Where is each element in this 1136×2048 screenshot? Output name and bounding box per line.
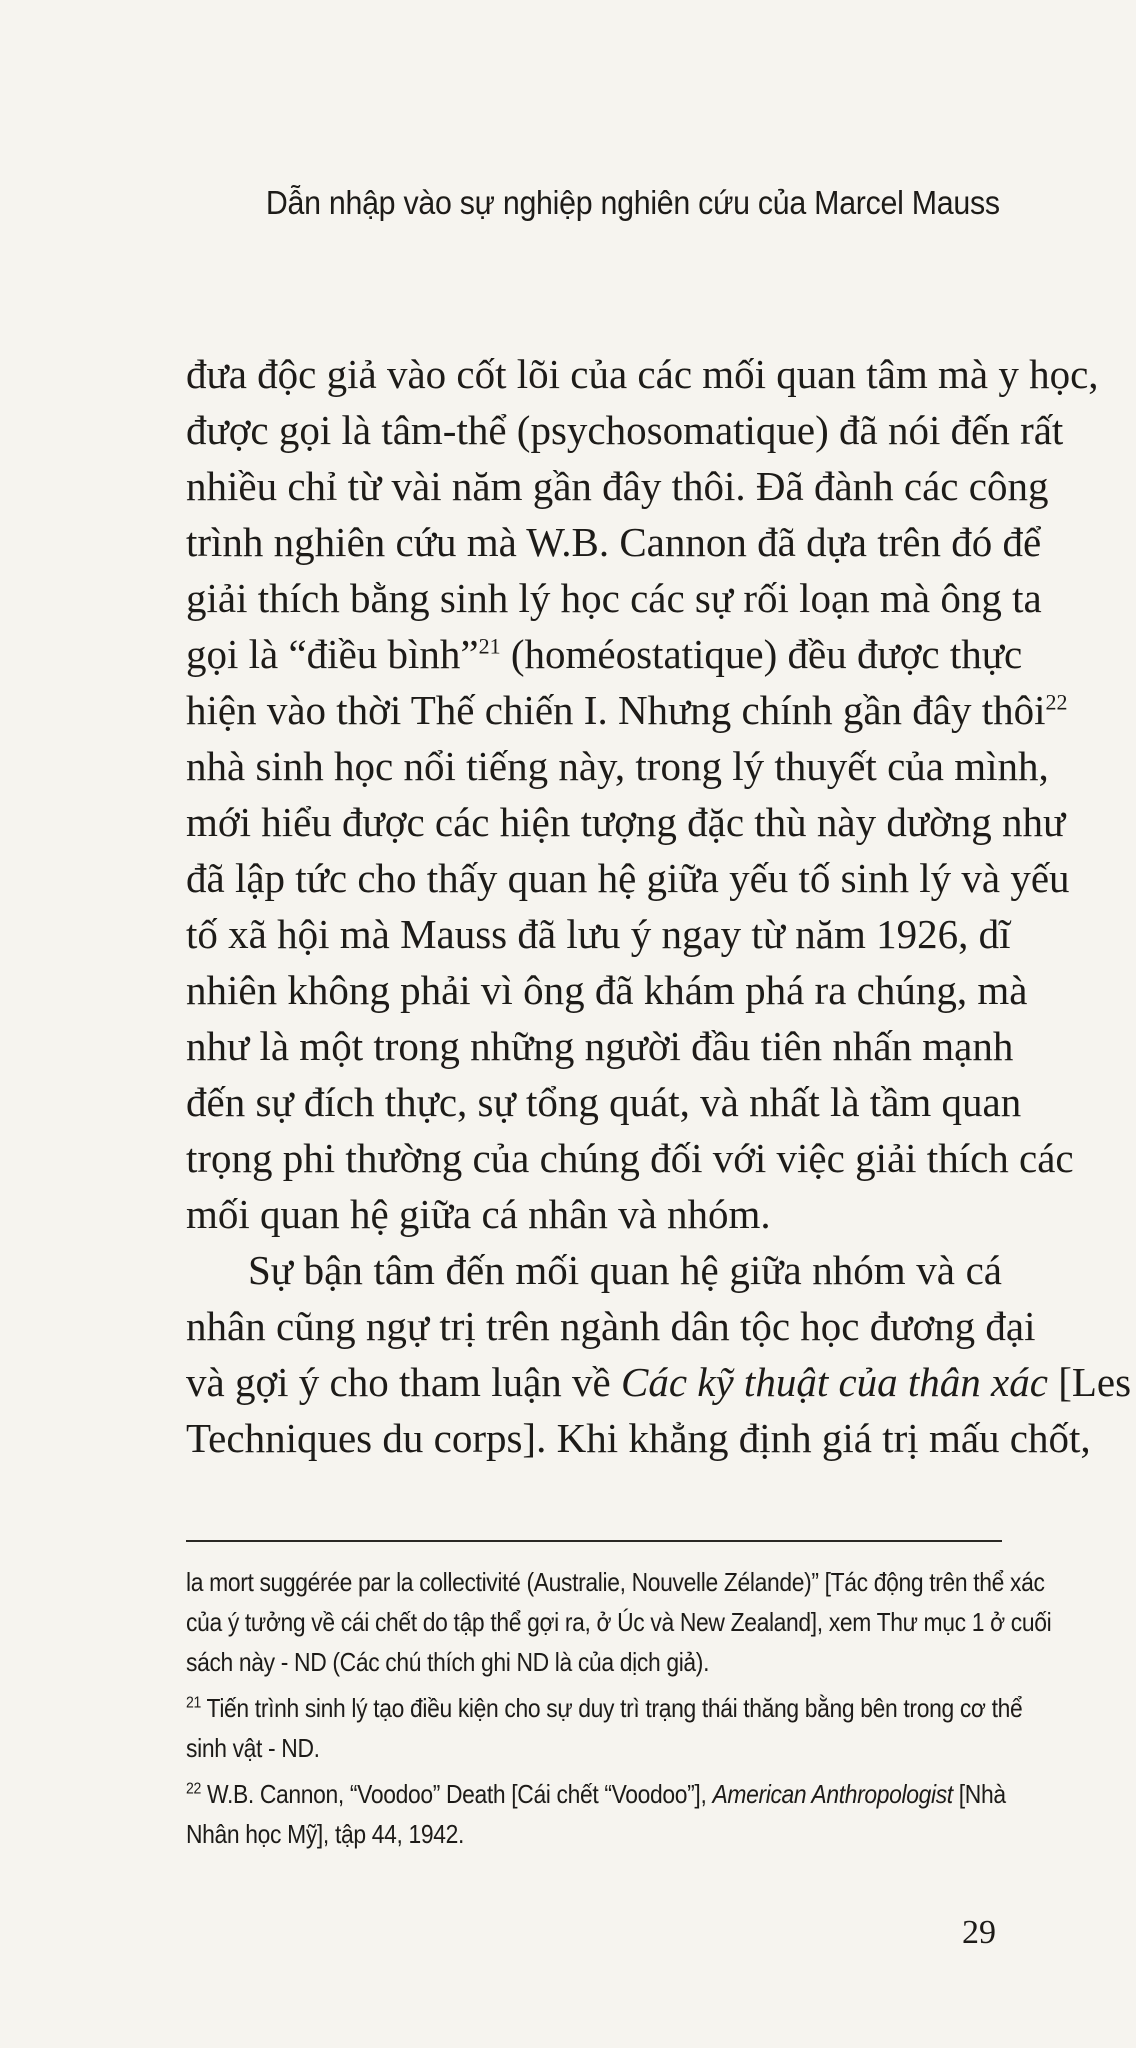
text-line <box>186 1354 1132 1410</box>
text-line: trọng phi thường của chúng đối với việc giải thích các <box>186 1135 1074 1181</box>
text-line: nhiều chỉ từ vài năm gần đây thôi. Đã đành các công <box>186 463 1049 509</box>
footnote-ref-22: 22 <box>1045 689 1068 715</box>
footnote-text: Tiến trình sinh lý tạo điều kiện cho sự duy trì trạng thái thăng bằng bên trong cơ thể <box>200 1693 1023 1723</box>
text-line: nhiên không phải vì ông đã khám phá ra chúng, mà <box>186 967 1028 1013</box>
text-line: đã lập tức cho thấy quan hệ giữa yếu tố sinh lý và yếu <box>186 855 1070 901</box>
footnote-line: la mort suggérée par la collectivité (Australie, Nouvelle Zélande)” [Tác động trên thể xác <box>186 1567 1045 1597</box>
footnote-number: 21 <box>186 1694 201 1712</box>
text-line: đến sự đích thực, sự tổng quát, và nhất là tầm quan <box>186 1079 1022 1125</box>
journal-title: American Anthropologist <box>712 1779 953 1809</box>
book-title: Các kỹ thuật của thân xác <box>620 1359 1048 1405</box>
text-fragment: và gợi ý cho tham luận về <box>186 1359 621 1405</box>
text-line: tố xã hội mà Mauss đã lưu ý ngay từ năm 1926, dĩ <box>186 911 1011 957</box>
text-line: Sự bận tâm đến mối quan hệ giữa nhóm và cá <box>248 1247 1002 1293</box>
footnote-text: W.B. Cannon, “Voodoo” Death [Cái chết “Voodoo”], <box>200 1779 713 1809</box>
paragraph-1 <box>186 346 1099 1242</box>
footnote-line: của ý tưởng về cái chết do tập thể gợi ra, ở Úc và New Zealand], xem Thư mục 1 ở cuối <box>186 1607 1052 1637</box>
text-line <box>186 626 1023 682</box>
text-fragment: gọi là “điều bình” <box>186 631 479 677</box>
page-number: 29 <box>962 1914 996 1951</box>
main-text <box>186 346 1132 1466</box>
text-line: nhân cũng ngự trị trên ngành dân tộc học đương đại <box>186 1303 1036 1349</box>
text-fragment: (homéostatique) đều được thực <box>500 631 1023 677</box>
footnote-text: [Nhà <box>952 1779 1006 1809</box>
footnotes <box>186 1562 1052 1854</box>
footnote-22 <box>186 1774 1006 1814</box>
text-line: mới hiểu được các hiện tượng đặc thù này dường như <box>186 799 1066 845</box>
text-line: mối quan hệ giữa cá nhân và nhóm. <box>186 1191 771 1237</box>
footnote-ref-21: 21 <box>478 633 501 659</box>
text-line: trình nghiên cứu mà W.B. Cannon đã dựa trên đó để <box>186 519 1042 565</box>
text-line <box>186 682 1068 738</box>
footnote-line: Nhân học Mỹ], tập 44, 1942. <box>186 1819 464 1849</box>
footnote-number: 22 <box>186 1780 201 1798</box>
text-line: như là một trong những người đầu tiên nhấn mạnh <box>186 1023 1014 1069</box>
running-header: Dẫn nhập vào sự nghiệp nghiên cứu của Marcel Mauss <box>265 184 1000 221</box>
paragraph-2 <box>186 1242 1132 1466</box>
footnote-divider <box>186 1540 1002 1542</box>
footnote-line: sách này - ND (Các chú thích ghi ND là của dịch giả). <box>186 1647 710 1677</box>
text-line: nhà sinh học nổi tiếng này, trong lý thuyết của mình, <box>186 743 1049 789</box>
footnote-21 <box>186 1688 1023 1728</box>
text-line: giải thích bằng sinh lý học các sự rối loạn mà ông ta <box>186 575 1042 621</box>
text-fragment: hiện vào thời Thế chiến I. Nhưng chính gần đây thôi <box>186 687 1046 733</box>
text-fragment: [Les <box>1047 1359 1132 1405</box>
text-line: Techniques du corps]. Khi khẳng định giá trị mấu chốt, <box>186 1415 1091 1461</box>
text-line: được gọi là tâm-thể (psychosomatique) đã nói đến rất <box>186 407 1064 453</box>
footnote-line: sinh vật - ND. <box>186 1733 320 1763</box>
text-line: đưa độc giả vào cốt lõi của các mối quan tâm mà y học, <box>186 351 1099 397</box>
